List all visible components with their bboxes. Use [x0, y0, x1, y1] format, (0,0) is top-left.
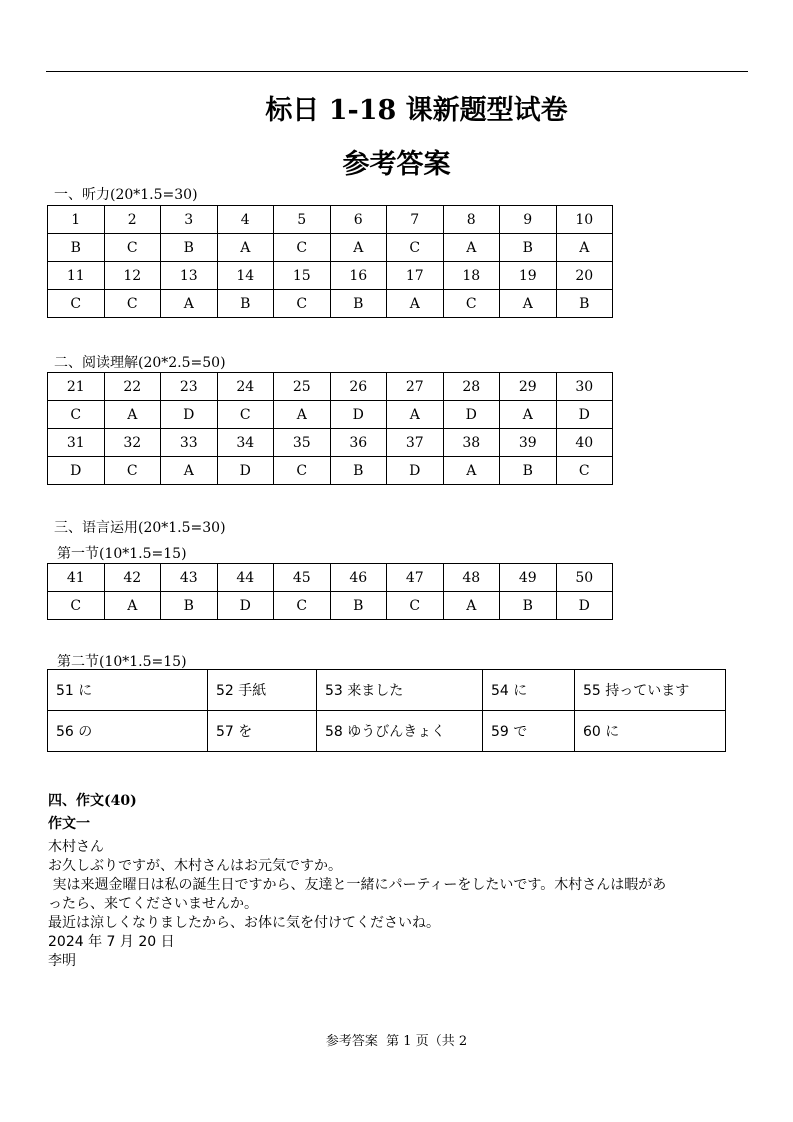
table-cell: 59 で: [483, 711, 575, 752]
table-cell: 51 に: [48, 670, 208, 711]
table-row: [48, 592, 613, 620]
table-cell: 2: [104, 206, 161, 234]
table-cell: 20: [556, 262, 613, 290]
table-cell: C: [274, 234, 331, 262]
table-cell: 41: [48, 564, 105, 592]
table-cell: B: [161, 592, 218, 620]
table-cell: 17: [387, 262, 444, 290]
table-cell: D: [161, 401, 218, 429]
table-cell: 29: [500, 373, 557, 401]
essay-line: お久しぶりですが、木村さんはお元気ですか。: [48, 858, 342, 874]
table-cell: A: [274, 401, 331, 429]
table-cell: A: [104, 592, 161, 620]
table-cell: C: [104, 290, 161, 318]
table-cell: 1: [48, 206, 105, 234]
table-cell: 21: [48, 373, 105, 401]
table-cell: 25: [274, 373, 331, 401]
table-cell: 35: [274, 429, 331, 457]
table-cell: C: [274, 592, 331, 620]
table-cell: 11: [48, 262, 105, 290]
table-row: [48, 206, 613, 234]
table-row: [48, 564, 613, 592]
table-cell: A: [161, 290, 218, 318]
table-cell: 16: [330, 262, 387, 290]
table-cell: 42: [104, 564, 161, 592]
table-cell: A: [443, 592, 500, 620]
essay-line: ったら、来てくださいませんか。: [48, 896, 258, 912]
table-row: [48, 373, 613, 401]
table-row: [48, 401, 613, 429]
table-cell: 48: [443, 564, 500, 592]
table-cell: 4: [217, 206, 274, 234]
table-cell: 36: [330, 429, 387, 457]
table-cell: D: [217, 592, 274, 620]
table-cell: 58 ゆうびんきょく: [317, 711, 483, 752]
essay-body: [48, 838, 758, 971]
table-cell: 54 に: [483, 670, 575, 711]
table-cell: 26: [330, 373, 387, 401]
table-cell: 31: [48, 429, 105, 457]
table-cell: 28: [443, 373, 500, 401]
essay-line: 李明: [48, 953, 76, 969]
table-cell: D: [443, 401, 500, 429]
table-cell: 32: [104, 429, 161, 457]
table-cell: D: [556, 592, 613, 620]
reading-heading: 二、阅读理解(20*2.5=50): [54, 355, 226, 371]
table-cell: D: [387, 457, 444, 485]
table-cell: 45: [274, 564, 331, 592]
table-cell: 23: [161, 373, 218, 401]
table-cell: 24: [217, 373, 274, 401]
essay-line: 2024 年 7 月 20 日: [48, 934, 175, 950]
table-row: [48, 290, 613, 318]
part2-answer-table: [47, 669, 726, 752]
table-cell: D: [330, 401, 387, 429]
table-cell: D: [556, 401, 613, 429]
table-cell: 60 に: [575, 711, 726, 752]
table-cell: C: [387, 592, 444, 620]
table-cell: C: [48, 401, 105, 429]
table-row: [48, 711, 726, 752]
table-cell: 9: [500, 206, 557, 234]
table-cell: 49: [500, 564, 557, 592]
table-row: [48, 429, 613, 457]
table-cell: 14: [217, 262, 274, 290]
table-cell: 30: [556, 373, 613, 401]
table-cell: A: [387, 401, 444, 429]
table-cell: D: [48, 457, 105, 485]
table-cell: 47: [387, 564, 444, 592]
table-cell: D: [217, 457, 274, 485]
table-cell: C: [104, 234, 161, 262]
part1-heading: 第一节(10*1.5=15): [57, 546, 187, 562]
table-cell: 5: [274, 206, 331, 234]
table-cell: A: [443, 457, 500, 485]
reading-answer-table: [47, 372, 613, 485]
table-cell: C: [443, 290, 500, 318]
table-cell: B: [500, 592, 557, 620]
table-cell: 40: [556, 429, 613, 457]
table-cell: 19: [500, 262, 557, 290]
table-cell: 13: [161, 262, 218, 290]
table-cell: B: [161, 234, 218, 262]
table-cell: C: [387, 234, 444, 262]
table-cell: 56 の: [48, 711, 208, 752]
table-cell: A: [161, 457, 218, 485]
table-cell: A: [500, 290, 557, 318]
table-cell: 39: [500, 429, 557, 457]
table-row: [48, 234, 613, 262]
table-cell: A: [217, 234, 274, 262]
table-cell: 55 持っています: [575, 670, 726, 711]
table-cell: 7: [387, 206, 444, 234]
listening-heading: 一、听力(20*1.5=30): [54, 187, 198, 203]
table-cell: C: [217, 401, 274, 429]
table-cell: 6: [330, 206, 387, 234]
table-cell: C: [48, 592, 105, 620]
table-cell: 38: [443, 429, 500, 457]
table-cell: C: [48, 290, 105, 318]
table-cell: C: [274, 290, 331, 318]
table-cell: 10: [556, 206, 613, 234]
table-cell: 22: [104, 373, 161, 401]
table-cell: 53 来ました: [317, 670, 483, 711]
language-heading: 三、语言运用(20*1.5=30): [54, 520, 226, 536]
table-cell: 8: [443, 206, 500, 234]
table-cell: 12: [104, 262, 161, 290]
table-cell: A: [387, 290, 444, 318]
table-cell: 3: [161, 206, 218, 234]
essay-line: 実は来週金曜日は私の誕生日ですから、友達と一緒にパーティーをしたいです。木村さんは暇があ: [48, 877, 667, 893]
table-cell: 52 手紙: [208, 670, 317, 711]
table-cell: C: [104, 457, 161, 485]
table-cell: 34: [217, 429, 274, 457]
essay-line: 木村さん: [48, 839, 104, 855]
table-cell: 44: [217, 564, 274, 592]
table-cell: B: [556, 290, 613, 318]
part2-heading: 第二节(10*1.5=15): [57, 654, 187, 670]
table-cell: B: [500, 234, 557, 262]
table-cell: 15: [274, 262, 331, 290]
table-cell: C: [556, 457, 613, 485]
table-cell: 46: [330, 564, 387, 592]
page-footer: 参考答案 第 1 页（共 2: [325, 1034, 468, 1049]
table-cell: A: [330, 234, 387, 262]
table-cell: B: [330, 457, 387, 485]
table-cell: A: [500, 401, 557, 429]
table-cell: 43: [161, 564, 218, 592]
table-cell: 33: [161, 429, 218, 457]
table-cell: 37: [387, 429, 444, 457]
table-cell: 18: [443, 262, 500, 290]
top-rule: [46, 71, 748, 72]
table-cell: 57 を: [208, 711, 317, 752]
table-cell: 50: [556, 564, 613, 592]
listening-answer-table: [47, 205, 613, 318]
table-row: [48, 670, 726, 711]
page-title: 标日 1-18 课新题型试卷: [265, 95, 568, 126]
table-cell: A: [443, 234, 500, 262]
table-row: [48, 262, 613, 290]
table-cell: B: [330, 592, 387, 620]
writing-heading: 四、作文(40): [48, 793, 137, 809]
table-cell: 27: [387, 373, 444, 401]
table-cell: B: [48, 234, 105, 262]
table-cell: A: [556, 234, 613, 262]
essay-heading: 作文一: [48, 816, 90, 832]
essay-line: 最近は涼しくなりましたから、お体に気を付けてくださいね。: [48, 915, 440, 931]
table-row: [48, 457, 613, 485]
table-cell: B: [500, 457, 557, 485]
page-subtitle: 参考答案: [342, 149, 451, 180]
table-cell: A: [104, 401, 161, 429]
table-cell: B: [217, 290, 274, 318]
part1-answer-table: [47, 563, 613, 620]
table-cell: B: [330, 290, 387, 318]
table-cell: C: [274, 457, 331, 485]
